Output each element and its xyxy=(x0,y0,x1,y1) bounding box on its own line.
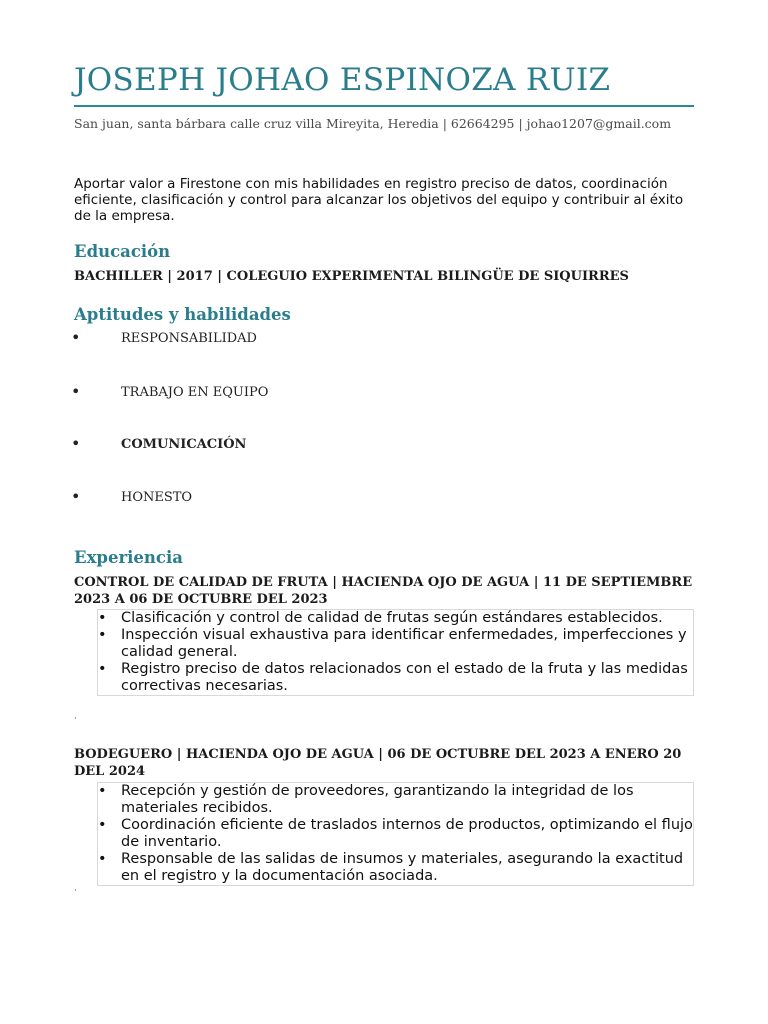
list-item xyxy=(98,817,693,851)
bullet-icon: • xyxy=(98,627,107,643)
skills-heading: Aptitudes y habilidades xyxy=(74,305,291,324)
duty-text: Clasificación y control de calidad de frutas según estándares establecidos. xyxy=(121,610,663,626)
bullet-icon: • xyxy=(71,434,81,453)
job-title: BODEGUERO | HACIENDA OJO DE AGUA | 06 DE OCTUBRE DEL 2023 A ENERO 20 DEL 2024 xyxy=(74,747,682,779)
list-item xyxy=(98,851,693,885)
paragraph-mark: · xyxy=(74,714,77,724)
bullet-icon: • xyxy=(71,328,81,347)
skill-label: HONESTO xyxy=(121,490,193,505)
list-item xyxy=(98,661,693,695)
bullet-icon: • xyxy=(98,661,107,677)
job-duties-list xyxy=(97,609,694,696)
skill-item xyxy=(71,434,247,453)
skill-label: RESPONSABILIDAD xyxy=(121,331,257,346)
skill-item xyxy=(71,382,269,401)
list-item xyxy=(98,610,693,627)
duty-text: Inspección visual exhaustiva para identificar enfermedades, imperfecciones y calidad general. xyxy=(121,627,687,660)
bullet-icon: • xyxy=(71,382,81,401)
bullet-icon: • xyxy=(98,783,107,799)
bullet-icon: • xyxy=(71,487,81,506)
duty-text: Coordinación eficiente de traslados internos de productos, optimizando el flujo de inventario. xyxy=(121,817,693,850)
header-divider xyxy=(74,105,694,107)
job-duties-list xyxy=(97,782,694,886)
paragraph-mark: · xyxy=(74,886,77,896)
skill-label: COMUNICACIÓN xyxy=(121,437,247,452)
list-item xyxy=(98,783,693,817)
contact-info: San juan, santa bárbara calle cruz villa Mireyita, Heredia | 62664295 | johao1207@gmail.com xyxy=(74,116,672,131)
job-title: CONTROL DE CALIDAD DE FRUTA | HACIENDA OJO DE AGUA | 11 DE SEPTIEMBRE 2023 A 06 DE OCTUBRE DEL 2023 xyxy=(74,575,693,607)
education-entry: BACHILLER | 2017 | COLEGUIO EXPERIMENTAL BILINGÜE DE SIQUIRRES xyxy=(74,269,629,284)
skill-item xyxy=(71,328,257,347)
bullet-icon: • xyxy=(98,817,107,833)
education-heading: Educación xyxy=(74,242,171,261)
duty-text: Responsable de las salidas de insumos y materiales, asegurando la exactitud en el registro y la documentación asociada. xyxy=(121,851,684,884)
candidate-name: JOSEPH JOHAO ESPINOZA RUIZ xyxy=(74,62,611,98)
bullet-icon: • xyxy=(98,851,107,867)
experience-heading: Experiencia xyxy=(74,548,183,567)
skill-label: TRABAJO EN EQUIPO xyxy=(121,385,269,400)
bullet-icon: • xyxy=(98,610,107,626)
list-item xyxy=(98,627,693,661)
objective-statement: Aportar valor a Firestone con mis habilidades en registro preciso de datos, coordinación eficiente, clasificación y control para alcanzar los objetivos del equipo y contribuir al éxito de la empresa. xyxy=(74,176,684,224)
skill-item xyxy=(71,487,193,506)
duty-text: Registro preciso de datos relacionados con el estado de la fruta y las medidas correctivas necesarias. xyxy=(121,661,688,694)
duty-text: Recepción y gestión de proveedores, garantizando la integridad de los materiales recibidos. xyxy=(121,783,634,816)
